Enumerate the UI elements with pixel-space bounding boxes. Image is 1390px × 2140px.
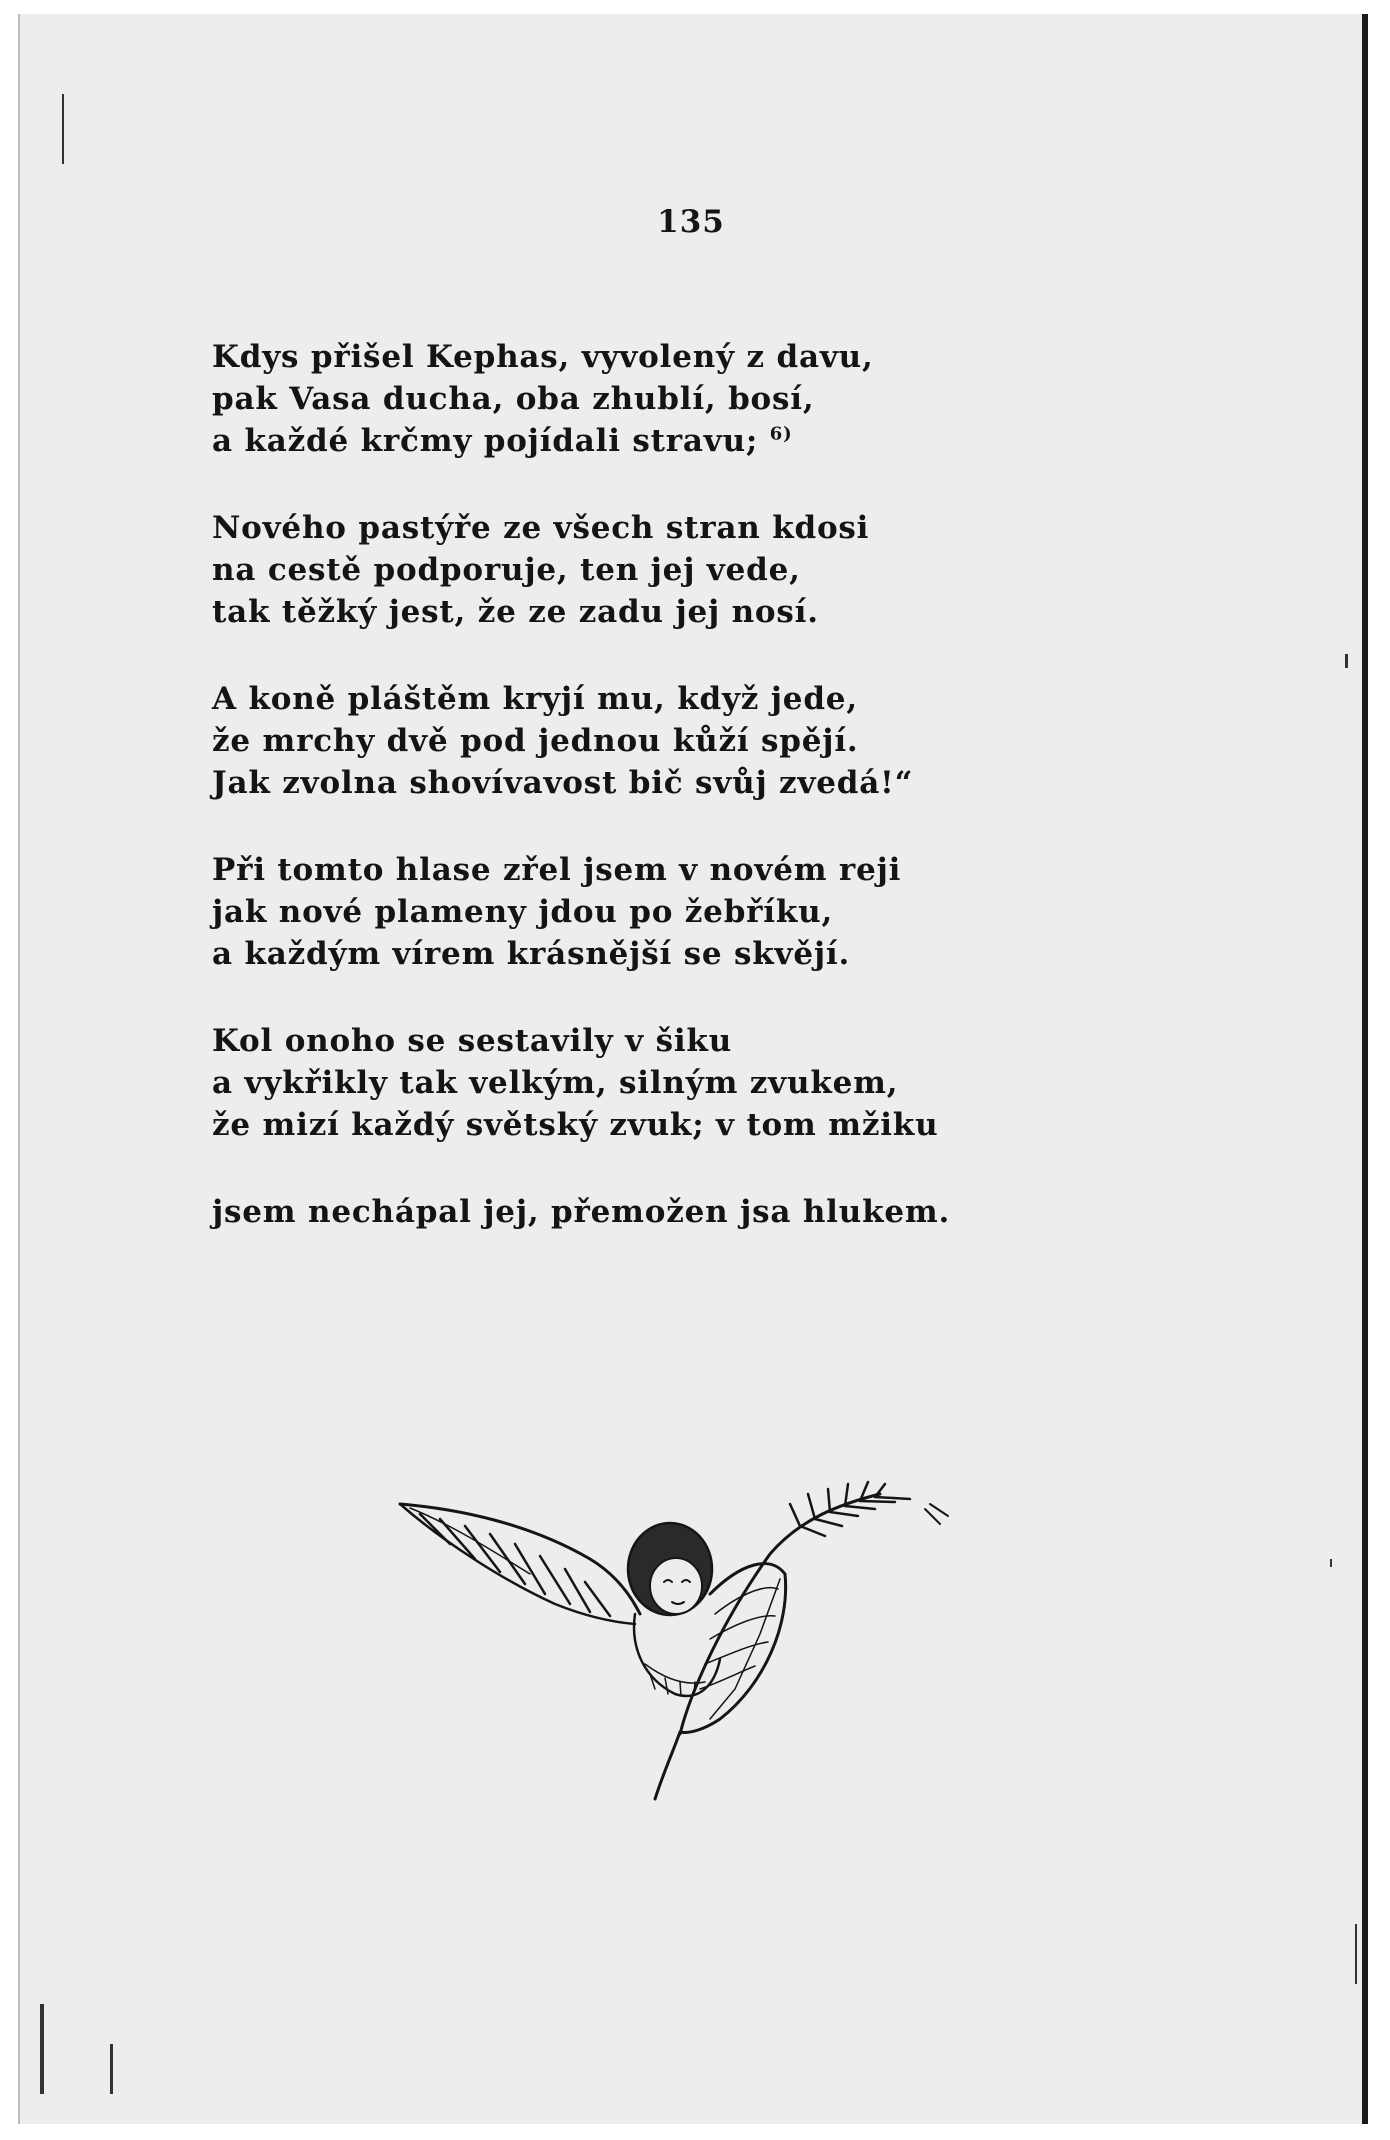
book-page	[18, 14, 1368, 2124]
stanza-2	[212, 507, 950, 633]
poem-line: Kol onoho se sestavily v šiku	[212, 1023, 733, 1059]
scan-mark	[62, 94, 64, 164]
poem-text	[212, 336, 950, 1278]
poem-line: Při tomto hlase zřel jsem v novém reji	[212, 852, 902, 888]
poem-line: Jak zvolna shovívavost bič svůj zvedá!“	[212, 765, 914, 801]
scan-mark	[1355, 1924, 1357, 1984]
poem-line: jsem nechápal jej, přemožen jsa hlukem.	[212, 1194, 951, 1230]
scan-mark	[40, 2004, 44, 2094]
stanza-4	[212, 849, 950, 975]
poem-line: a každým vírem krásnější se skvějí.	[212, 936, 851, 972]
poem-line: že mizí každý světský zvuk; v tom mžiku	[212, 1107, 939, 1143]
stanza-3	[212, 678, 950, 804]
scan-mark	[1330, 1559, 1332, 1567]
scan-mark	[1345, 654, 1348, 668]
poem-line: že mrchy dvě pod jednou kůží spějí.	[212, 723, 859, 759]
stanza-6	[212, 1191, 950, 1233]
page-number: 135	[657, 204, 725, 240]
winged-cherub-with-palm-icon	[380, 1464, 980, 1804]
poem-line: Kdys přišel Kephas, vyvolený z davu,	[212, 339, 874, 375]
scan-mark	[110, 2044, 113, 2094]
poem-line: a vykřikly tak velkým, silným zvukem,	[212, 1065, 899, 1101]
poem-line: Nového pastýře ze všech stran kdosi	[212, 510, 870, 546]
stanza-1	[212, 336, 950, 462]
poem-line: na cestě podporuje, ten jej vede,	[212, 552, 801, 588]
poem-line: pak Vasa ducha, oba zhublí, bosí,	[212, 381, 815, 417]
poem-line: A koně pláštěm kryjí mu, když jede,	[212, 681, 858, 717]
poem-line: jak nové plameny jdou po žebříku,	[212, 894, 834, 930]
poem-line: tak těžký jest, že ze zadu jej nosí.	[212, 594, 819, 630]
stanza-5	[212, 1020, 950, 1146]
footnote-reference[interactable]: 6)	[769, 423, 793, 445]
poem-line: a každé krčmy pojídali stravu; $^{6)}$	[212, 423, 793, 459]
